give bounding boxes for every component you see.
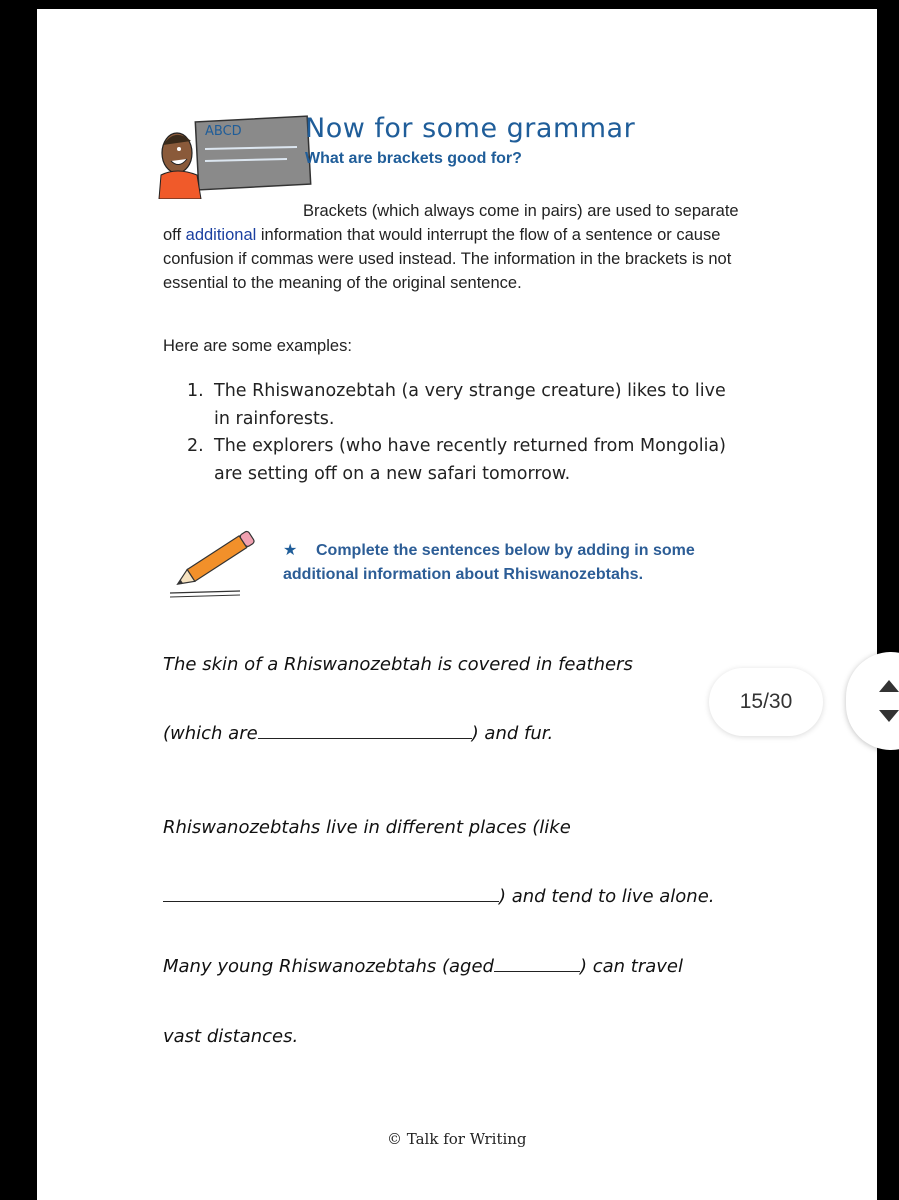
examples-list (187, 378, 747, 488)
pencil-icon (165, 521, 265, 601)
list-text: The explorers (who have recently returned from Mongolia) are setting off on a new safari tomorrow. (214, 436, 726, 484)
sentence-2-line-1: Rhiswanozebtahs live in different places (like (163, 817, 571, 838)
sentence-1-line-1: The skin of a Rhiswanozebtah is covered in feathers (163, 654, 633, 675)
sentence-1-prefix: (which are (163, 723, 258, 744)
teacher-illustration (157, 109, 317, 199)
page-title: Now for some grammar (305, 113, 636, 144)
blank-line[interactable] (494, 957, 580, 972)
sentence-3-line-1 (163, 956, 683, 977)
list-text: The Rhiswanozebtah (a very strange creature) likes to live in rainforests. (214, 381, 726, 429)
examples-label: Here are some examples: (163, 337, 352, 355)
intro-text-1: Brackets (which always come in pairs) are used to separate off (163, 202, 739, 244)
list-item (187, 433, 747, 488)
sentence-1-line-2 (163, 723, 553, 744)
page-counter: 15/30 (709, 668, 823, 736)
blank-line[interactable] (163, 887, 499, 902)
sentence-3-prefix: Many young Rhiswanozebtahs (aged (163, 956, 494, 977)
sentence-3-suffix: ) can travel (579, 956, 683, 977)
sign-text: ABCD (205, 124, 242, 139)
page-subtitle: What are brackets good for? (305, 150, 522, 167)
sentence-2-suffix: ) and tend to live alone. (499, 886, 715, 907)
sentence-3-line-2: vast distances. (163, 1026, 299, 1047)
intro-highlight: additional (185, 226, 257, 244)
blank-line[interactable] (258, 724, 472, 739)
copyright-footer: © Talk for Writing (387, 1130, 527, 1148)
list-number: 1. (187, 381, 204, 401)
list-number: 2. (187, 436, 204, 456)
intro-text-2: information that would interrupt the flow of a sentence or cause confusion if commas were used instead. The information in the brackets is not essential to the meaning of the original sentence. (163, 226, 732, 292)
intro-paragraph (163, 199, 753, 295)
task-instruction-text: Complete the sentences below by adding in some additional information about Rhiswanozebtahs. (283, 542, 695, 583)
star-icon: ★ (283, 542, 298, 559)
sentence-1-suffix: ) and fur. (471, 723, 554, 744)
worksheet-page (37, 9, 877, 1200)
task-instruction (283, 539, 753, 587)
scroll-arrows-icon (878, 678, 899, 724)
list-item (187, 378, 747, 433)
sentence-2-line-2 (163, 886, 715, 907)
